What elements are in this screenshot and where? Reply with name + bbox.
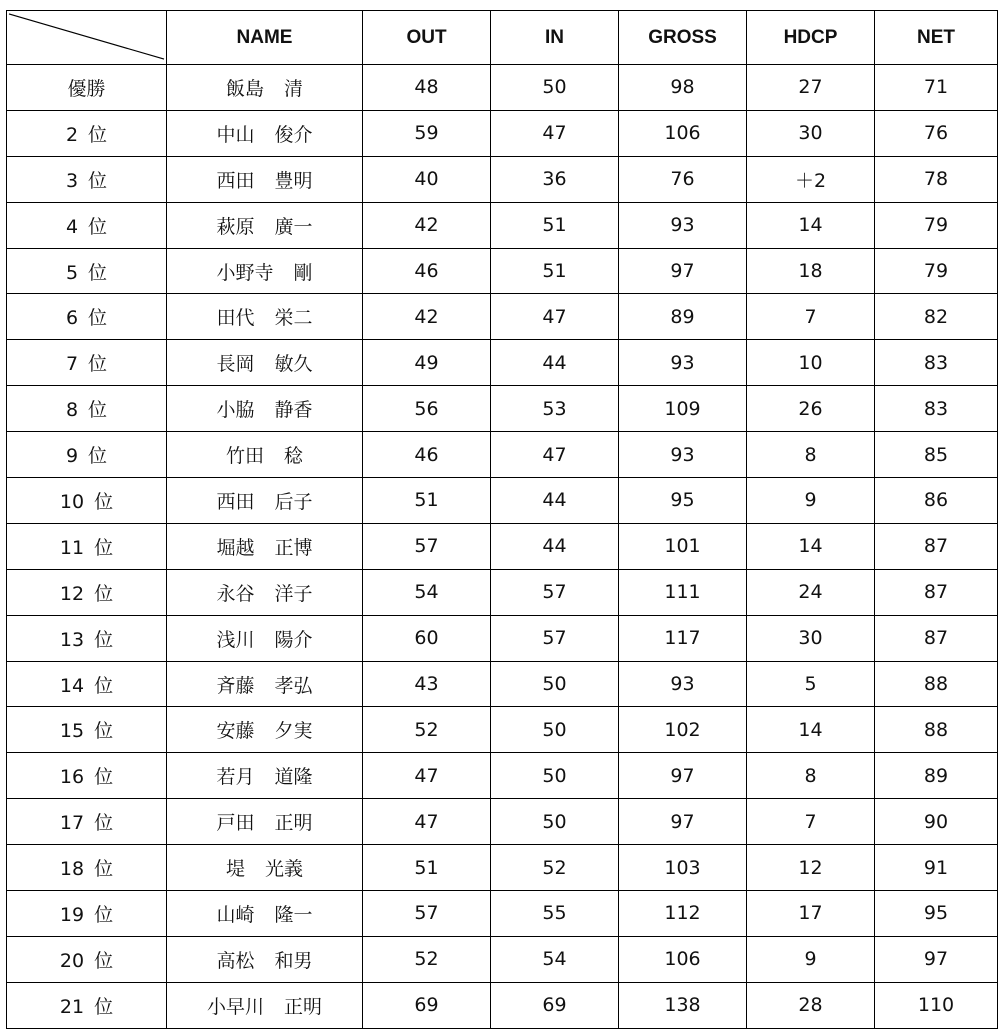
net-score: 79: [875, 248, 998, 294]
table-row: [7, 294, 998, 340]
gross-score: 93: [619, 202, 747, 248]
table-row: [7, 523, 998, 569]
table-row: [7, 65, 998, 111]
rank-number: 21: [59, 995, 85, 1018]
in-score: 53: [491, 386, 619, 432]
family-name: 山崎: [216, 903, 255, 926]
header-hdcp: HDCP: [747, 11, 875, 65]
given-name: 正博: [274, 536, 313, 559]
given-name: 清: [284, 77, 304, 100]
given-name: 夕実: [274, 720, 313, 743]
given-name: 廣一: [274, 215, 313, 238]
in-score: 50: [491, 753, 619, 799]
family-name: 萩原: [216, 215, 255, 238]
rank-number: 18: [59, 858, 85, 881]
out-score: 49: [363, 340, 491, 386]
family-name: 戸田: [216, 812, 255, 835]
rank-cell: [7, 799, 167, 845]
hdcp-value: 30: [747, 615, 875, 661]
given-name: 栄二: [274, 307, 313, 330]
given-name: 静香: [274, 399, 313, 422]
gross-score: 97: [619, 799, 747, 845]
family-name: 永谷: [216, 582, 255, 605]
rank-cell: [7, 523, 167, 569]
rank-cell: [7, 294, 167, 340]
table-row: [7, 845, 998, 891]
in-score: 55: [491, 891, 619, 937]
rank-suffix: 位: [88, 445, 108, 468]
name-cell: [167, 707, 363, 753]
net-score: 76: [875, 110, 998, 156]
rank-cell: [7, 615, 167, 661]
family-name: 西田: [216, 490, 255, 513]
net-score: 87: [875, 569, 998, 615]
family-name: 西田: [216, 169, 255, 192]
given-name: 正明: [284, 995, 323, 1018]
rank-cell: [7, 478, 167, 524]
rank-cell: [7, 707, 167, 753]
rank-number: 7: [65, 353, 79, 376]
header-gross: GROSS: [619, 11, 747, 65]
net-score: 97: [875, 936, 998, 982]
hdcp-value: 14: [747, 202, 875, 248]
net-score: 87: [875, 523, 998, 569]
rank-cell: [7, 936, 167, 982]
table-row: [7, 569, 998, 615]
table-row: [7, 615, 998, 661]
in-score: 69: [491, 982, 619, 1028]
table-row: [7, 478, 998, 524]
rank-suffix: 位: [94, 720, 114, 743]
hdcp-value: 24: [747, 569, 875, 615]
net-score: 85: [875, 432, 998, 478]
gross-score: 117: [619, 615, 747, 661]
rank-number: 12: [59, 582, 85, 605]
header-in: IN: [491, 11, 619, 65]
rank-suffix: 位: [88, 215, 108, 238]
family-name: 田代: [216, 307, 255, 330]
given-name: 正明: [274, 812, 313, 835]
out-score: 46: [363, 432, 491, 478]
net-score: 90: [875, 799, 998, 845]
in-score: 47: [491, 294, 619, 340]
rank-suffix: 位: [94, 903, 114, 926]
gross-score: 76: [619, 156, 747, 202]
net-score: 88: [875, 707, 998, 753]
rank-cell: [7, 891, 167, 937]
rank-cell: [7, 156, 167, 202]
name-cell: [167, 753, 363, 799]
rank-cell: [7, 340, 167, 386]
in-score: 44: [491, 478, 619, 524]
gross-score: 97: [619, 753, 747, 799]
in-score: 44: [491, 340, 619, 386]
gross-score: 112: [619, 891, 747, 937]
family-name: 堀越: [216, 536, 255, 559]
table-row: [7, 799, 998, 845]
gross-score: 93: [619, 432, 747, 478]
out-score: 47: [363, 753, 491, 799]
name-cell: [167, 156, 363, 202]
table-row: [7, 156, 998, 202]
in-score: 52: [491, 845, 619, 891]
table-row: [7, 202, 998, 248]
family-name: 高松: [216, 949, 255, 972]
hdcp-value: 7: [747, 799, 875, 845]
rank-suffix: 位: [94, 995, 114, 1018]
name-cell: [167, 569, 363, 615]
rank-cell: [7, 661, 167, 707]
net-score: 89: [875, 753, 998, 799]
hdcp-value: 8: [747, 432, 875, 478]
net-score: 86: [875, 478, 998, 524]
rank-suffix: 位: [88, 399, 108, 422]
rank-suffix: 位: [94, 628, 114, 651]
rank-suffix: 位: [94, 674, 114, 697]
family-name: 竹田: [225, 445, 264, 468]
name-cell: [167, 799, 363, 845]
family-name: 斉藤: [216, 674, 255, 697]
rank-number: 11: [59, 536, 85, 559]
rank-cell: [7, 753, 167, 799]
out-score: 40: [363, 156, 491, 202]
hdcp-value: 14: [747, 523, 875, 569]
hdcp-value: 14: [747, 707, 875, 753]
rank-suffix: 位: [88, 261, 108, 284]
hdcp-value: 12: [747, 845, 875, 891]
given-name: 洋子: [274, 582, 313, 605]
family-name: 長岡: [216, 353, 255, 376]
out-score: 46: [363, 248, 491, 294]
in-score: 44: [491, 523, 619, 569]
given-name: 隆一: [274, 903, 313, 926]
name-cell: [167, 478, 363, 524]
gross-score: 93: [619, 340, 747, 386]
name-cell: [167, 65, 363, 111]
table-row: [7, 707, 998, 753]
out-score: 51: [363, 478, 491, 524]
rank-number: 8: [65, 399, 79, 422]
family-name: 小早川: [206, 995, 264, 1018]
hdcp-value: 30: [747, 110, 875, 156]
net-score: 110: [875, 982, 998, 1028]
rank-number: 10: [59, 490, 85, 513]
table-row: [7, 982, 998, 1028]
table-row: [7, 386, 998, 432]
rank-cell: [7, 569, 167, 615]
net-score: 91: [875, 845, 998, 891]
hdcp-value: 8: [747, 753, 875, 799]
out-score: 51: [363, 845, 491, 891]
gross-score: 97: [619, 248, 747, 294]
given-name: 敏久: [274, 353, 313, 376]
rank-number: 13: [59, 628, 85, 651]
gross-score: 109: [619, 386, 747, 432]
gross-score: 98: [619, 65, 747, 111]
in-score: 36: [491, 156, 619, 202]
rank-number: 6: [65, 307, 79, 330]
in-score: 47: [491, 110, 619, 156]
out-score: 42: [363, 294, 491, 340]
name-cell: [167, 891, 363, 937]
gross-score: 102: [619, 707, 747, 753]
out-score: 52: [363, 707, 491, 753]
rank-suffix: 位: [94, 858, 114, 881]
net-score: 71: [875, 65, 998, 111]
rank-suffix: 位: [94, 582, 114, 605]
out-score: 59: [363, 110, 491, 156]
out-score: 52: [363, 936, 491, 982]
rank-number: 5: [65, 261, 79, 284]
given-name: 陽介: [274, 628, 313, 651]
out-score: 54: [363, 569, 491, 615]
gross-score: 106: [619, 936, 747, 982]
gross-score: 89: [619, 294, 747, 340]
given-name: 道隆: [274, 766, 313, 789]
net-score: 83: [875, 340, 998, 386]
rank-number: 4: [65, 215, 79, 238]
rank-cell: [7, 65, 167, 111]
table-row: [7, 248, 998, 294]
gross-score: 111: [619, 569, 747, 615]
given-name: 稔: [284, 445, 304, 468]
out-score: 48: [363, 65, 491, 111]
net-score: 88: [875, 661, 998, 707]
name-cell: [167, 110, 363, 156]
name-cell: [167, 202, 363, 248]
header-row: [7, 11, 998, 65]
given-name: 豊明: [274, 169, 313, 192]
hdcp-value: 26: [747, 386, 875, 432]
rank-suffix: 優勝: [67, 77, 106, 100]
rank-number: 14: [59, 674, 85, 697]
rank-number: 15: [59, 720, 85, 743]
name-cell: [167, 523, 363, 569]
out-score: 43: [363, 661, 491, 707]
hdcp-value: 10: [747, 340, 875, 386]
family-name: 若月: [216, 766, 255, 789]
hdcp-value: 17: [747, 891, 875, 937]
rank-suffix: 位: [88, 307, 108, 330]
family-name: 安藤: [216, 720, 255, 743]
rank-suffix: 位: [88, 169, 108, 192]
hdcp-value: 28: [747, 982, 875, 1028]
gross-score: 103: [619, 845, 747, 891]
rank-suffix: 位: [94, 490, 114, 513]
in-score: 57: [491, 569, 619, 615]
table-row: [7, 340, 998, 386]
hdcp-value: 9: [747, 936, 875, 982]
gross-score: 95: [619, 478, 747, 524]
in-score: 50: [491, 661, 619, 707]
header-name: NAME: [167, 11, 363, 65]
rank-cell: [7, 110, 167, 156]
name-cell: [167, 936, 363, 982]
name-cell: [167, 386, 363, 432]
net-score: 83: [875, 386, 998, 432]
in-score: 51: [491, 202, 619, 248]
rank-suffix: 位: [88, 353, 108, 376]
rank-cell: [7, 202, 167, 248]
rank-cell: [7, 432, 167, 478]
rank-number: 2: [65, 123, 79, 146]
table-row: [7, 110, 998, 156]
corner-diagonal-cell: [7, 11, 167, 65]
out-score: 56: [363, 386, 491, 432]
in-score: 50: [491, 707, 619, 753]
in-score: 54: [491, 936, 619, 982]
in-score: 51: [491, 248, 619, 294]
family-name: 飯島: [225, 77, 264, 100]
out-score: 57: [363, 523, 491, 569]
family-name: 浅川: [216, 628, 255, 651]
rank-number: 19: [59, 903, 85, 926]
hdcp-value: 27: [747, 65, 875, 111]
table-row: [7, 891, 998, 937]
hdcp-value: 7: [747, 294, 875, 340]
gross-score: 106: [619, 110, 747, 156]
family-name: 堤: [225, 858, 245, 881]
gross-score: 93: [619, 661, 747, 707]
rank-number: 20: [59, 949, 85, 972]
out-score: 57: [363, 891, 491, 937]
rank-number: 9: [65, 445, 79, 468]
rank-number: 3: [65, 169, 79, 192]
rank-cell: [7, 248, 167, 294]
given-name: 和男: [274, 949, 313, 972]
header-out: OUT: [363, 11, 491, 65]
family-name: 小野寺: [216, 261, 274, 284]
rank-suffix: 位: [88, 123, 108, 146]
name-cell: [167, 982, 363, 1028]
rank-suffix: 位: [94, 536, 114, 559]
name-cell: [167, 661, 363, 707]
table-row: [7, 936, 998, 982]
in-score: 50: [491, 799, 619, 845]
rank-suffix: 位: [94, 812, 114, 835]
gross-score: 138: [619, 982, 747, 1028]
gross-score: 101: [619, 523, 747, 569]
hdcp-value: 18: [747, 248, 875, 294]
table-row: [7, 661, 998, 707]
table-row: [7, 753, 998, 799]
name-cell: [167, 294, 363, 340]
net-score: 95: [875, 891, 998, 937]
net-score: 79: [875, 202, 998, 248]
header-net: NET: [875, 11, 998, 65]
name-cell: [167, 845, 363, 891]
hdcp-value: 5: [747, 661, 875, 707]
rank-suffix: 位: [94, 766, 114, 789]
out-score: 47: [363, 799, 491, 845]
given-name: 光義: [265, 858, 304, 881]
hdcp-value: 9: [747, 478, 875, 524]
given-name: 剛: [293, 261, 313, 284]
net-score: 82: [875, 294, 998, 340]
family-name: 小脇: [216, 399, 255, 422]
out-score: 60: [363, 615, 491, 661]
rank-cell: [7, 982, 167, 1028]
diagonal-line-icon: [7, 11, 166, 64]
rank-suffix: 位: [94, 949, 114, 972]
results-table: [6, 10, 998, 1029]
out-score: 42: [363, 202, 491, 248]
in-score: 47: [491, 432, 619, 478]
rank-number: 16: [59, 766, 85, 789]
rank-cell: [7, 845, 167, 891]
name-cell: [167, 615, 363, 661]
table-row: [7, 432, 998, 478]
net-score: 78: [875, 156, 998, 202]
rank-cell: [7, 386, 167, 432]
in-score: 50: [491, 65, 619, 111]
name-cell: [167, 248, 363, 294]
given-name: 俊介: [274, 123, 313, 146]
name-cell: [167, 340, 363, 386]
net-score: 87: [875, 615, 998, 661]
out-score: 69: [363, 982, 491, 1028]
hdcp-value: ＋2: [747, 156, 875, 202]
family-name: 中山: [216, 123, 255, 146]
given-name: 孝弘: [274, 674, 313, 697]
results-body: [7, 65, 998, 1029]
name-cell: [167, 432, 363, 478]
given-name: 后子: [274, 490, 313, 513]
rank-number: 17: [59, 812, 85, 835]
in-score: 57: [491, 615, 619, 661]
